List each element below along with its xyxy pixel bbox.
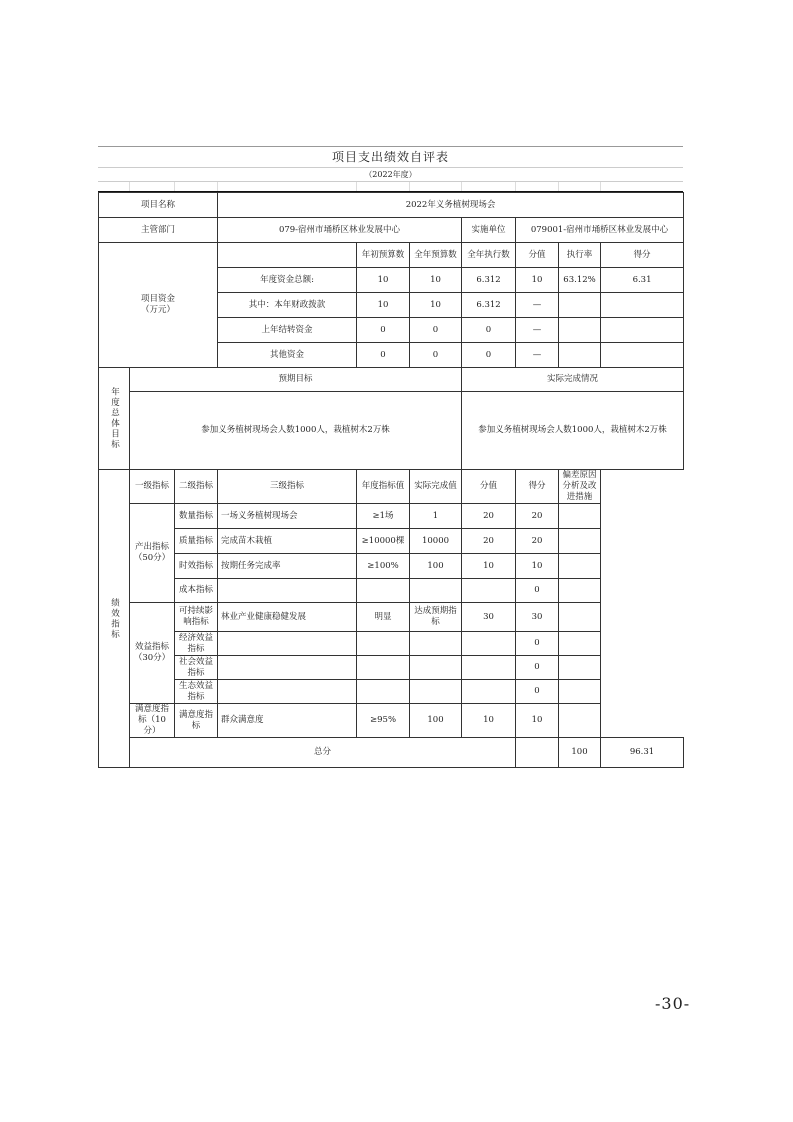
funds-cell [559,343,601,368]
perf-group-benefit: 效益指标（30分） [130,603,175,704]
perf-note [559,529,601,554]
perf-header-l1: 一级指标 [130,470,175,504]
funds-row-name: 上年结转资金 [218,318,357,343]
dept-label: 主管部门 [99,218,218,243]
perf-score-val: 10 [462,554,516,579]
perf-target: 明显 [357,603,410,632]
funds-row-name: 其他资金 [218,343,357,368]
perf-header-score: 得分 [516,470,559,504]
perf-actual [410,680,462,704]
perf-actual [410,579,462,603]
perf-score-val: 20 [462,529,516,554]
funds-cell [601,318,684,343]
perf-target: ≥100% [357,554,410,579]
funds-cell: 6.312 [462,268,516,293]
perf-l2: 成本指标 [175,579,218,603]
perf-target [357,680,410,704]
project-name-label: 项目名称 [99,193,218,218]
funds-cell: 0 [462,343,516,368]
funds-cell: 0 [410,343,462,368]
perf-target: ≥10000棵 [357,529,410,554]
perf-target [357,632,410,656]
project-name-value: 2022年义务植树现场会 [218,193,684,218]
funds-label-cell [99,243,218,368]
total-label: 总分 [130,738,516,768]
perf-score-val: 20 [462,504,516,529]
perf-score-val [462,579,516,603]
perf-score-val [462,632,516,656]
perf-l2: 可持续影响指标 [175,603,218,632]
funds-header-6: 得分 [601,243,684,268]
funds-cell: 0 [410,318,462,343]
perf-header-target: 年度指标值 [357,470,410,504]
perf-score: 0 [516,656,559,680]
funds-cell: 10 [357,293,410,318]
dept-value: 079-宿州市埇桥区林业发展中心 [218,218,462,243]
funds-header-blank [218,243,357,268]
perf-score-val: 10 [462,704,516,738]
perf-l3: 群众满意度 [218,704,357,738]
perf-header-l3: 三级指标 [218,470,357,504]
perf-l2: 经济效益指标 [175,632,218,656]
funds-header-4: 分值 [516,243,559,268]
perf-header-actual: 实际完成值 [410,470,462,504]
funds-header-1: 年初预算数 [357,243,410,268]
perf-score-val [462,656,516,680]
perf-target: ≥1场 [357,504,410,529]
perf-l3 [218,680,357,704]
funds-label: 项目资金 [141,294,176,304]
perf-note [559,632,601,656]
perf-l2: 质量指标 [175,529,218,554]
perf-l3 [218,632,357,656]
perf-score: 0 [516,680,559,704]
total-score-val: 100 [559,738,601,768]
goal-expected-header: 预期目标 [130,368,462,392]
perf-note [559,579,601,603]
perf-header-note: 偏差原因分析及改进措施 [559,470,601,504]
perf-score: 20 [516,529,559,554]
funds-cell: 10 [410,268,462,293]
goal-label: 年度总体目标 [109,387,120,450]
perf-score: 10 [516,704,559,738]
perf-score: 0 [516,632,559,656]
perf-actual [410,632,462,656]
spacer-row [98,182,683,192]
sheet-title: 项目支出绩效自评表 [98,146,683,168]
total-score: 96.31 [601,738,684,768]
perf-label-cell [99,470,130,768]
perf-score: 0 [516,579,559,603]
perf-actual: 100 [410,554,462,579]
perf-target [357,579,410,603]
sheet-year: （2022年度） [98,168,683,182]
total-blank [516,738,559,768]
funds-cell: — [516,318,559,343]
page-number: -30- [655,994,691,1013]
funds-cell [559,293,601,318]
perf-l3: 一场义务植树现场会 [218,504,357,529]
perf-group-satisfaction: 满意度指标（10分） [130,704,175,738]
funds-header-5: 执行率 [559,243,601,268]
evaluation-table [98,192,684,768]
perf-l2: 数量指标 [175,504,218,529]
perf-note [559,656,601,680]
perf-group-output: 产出指标（50分） [130,504,175,603]
funds-cell: 6.312 [462,293,516,318]
perf-header-score-val: 分值 [462,470,516,504]
funds-unit: （万元） [141,305,176,315]
perf-score-val [462,680,516,704]
perf-score: 20 [516,504,559,529]
perf-l2: 生态效益指标 [175,680,218,704]
perf-l3 [218,656,357,680]
funds-header-3: 全年执行数 [462,243,516,268]
funds-cell [601,293,684,318]
funds-header-2: 全年预算数 [410,243,462,268]
funds-cell: 10 [516,268,559,293]
funds-cell [559,318,601,343]
funds-cell: — [516,343,559,368]
perf-l3: 完成苗木栽植 [218,529,357,554]
perf-note [559,554,601,579]
perf-note [559,680,601,704]
perf-note [559,603,601,632]
goal-label-cell [99,368,130,470]
perf-header-l2: 二级指标 [175,470,218,504]
funds-cell: 10 [410,293,462,318]
perf-l3: 按期任务完成率 [218,554,357,579]
goal-actual-header: 实际完成情况 [462,368,684,392]
funds-row-name: 年度资金总额: [218,268,357,293]
impl-label: 实施单位 [462,218,516,243]
perf-l3: 林业产业健康稳健发展 [218,603,357,632]
perf-actual: 10000 [410,529,462,554]
funds-cell [601,343,684,368]
perf-score: 10 [516,554,559,579]
perf-l2: 满意度指标 [175,704,218,738]
perf-target [357,656,410,680]
evaluation-sheet [98,146,683,768]
perf-l2: 社会效益指标 [175,656,218,680]
perf-actual [410,656,462,680]
goal-expected: 参加义务植树现场会人数1000人，栽植树木2万株 [130,392,462,470]
perf-label: 绩效指标 [109,597,120,640]
funds-cell: 6.31 [601,268,684,293]
perf-note [559,704,601,738]
funds-cell: 63.12% [559,268,601,293]
perf-l2: 时效指标 [175,554,218,579]
funds-cell: 10 [357,268,410,293]
perf-score-val: 30 [462,603,516,632]
funds-cell: 0 [357,318,410,343]
perf-target: ≥95% [357,704,410,738]
perf-actual: 1 [410,504,462,529]
impl-value: 079001-宿州市埇桥区林业发展中心 [516,218,684,243]
perf-actual: 达成预期指标 [410,603,462,632]
perf-note [559,504,601,529]
perf-actual: 100 [410,704,462,738]
funds-row-name: 其中：本年财政拨款 [218,293,357,318]
perf-score: 30 [516,603,559,632]
perf-l3 [218,579,357,603]
funds-cell: — [516,293,559,318]
funds-cell: 0 [357,343,410,368]
goal-actual: 参加义务植树现场会人数1000人，栽植树木2万株 [462,392,684,470]
funds-cell: 0 [462,318,516,343]
